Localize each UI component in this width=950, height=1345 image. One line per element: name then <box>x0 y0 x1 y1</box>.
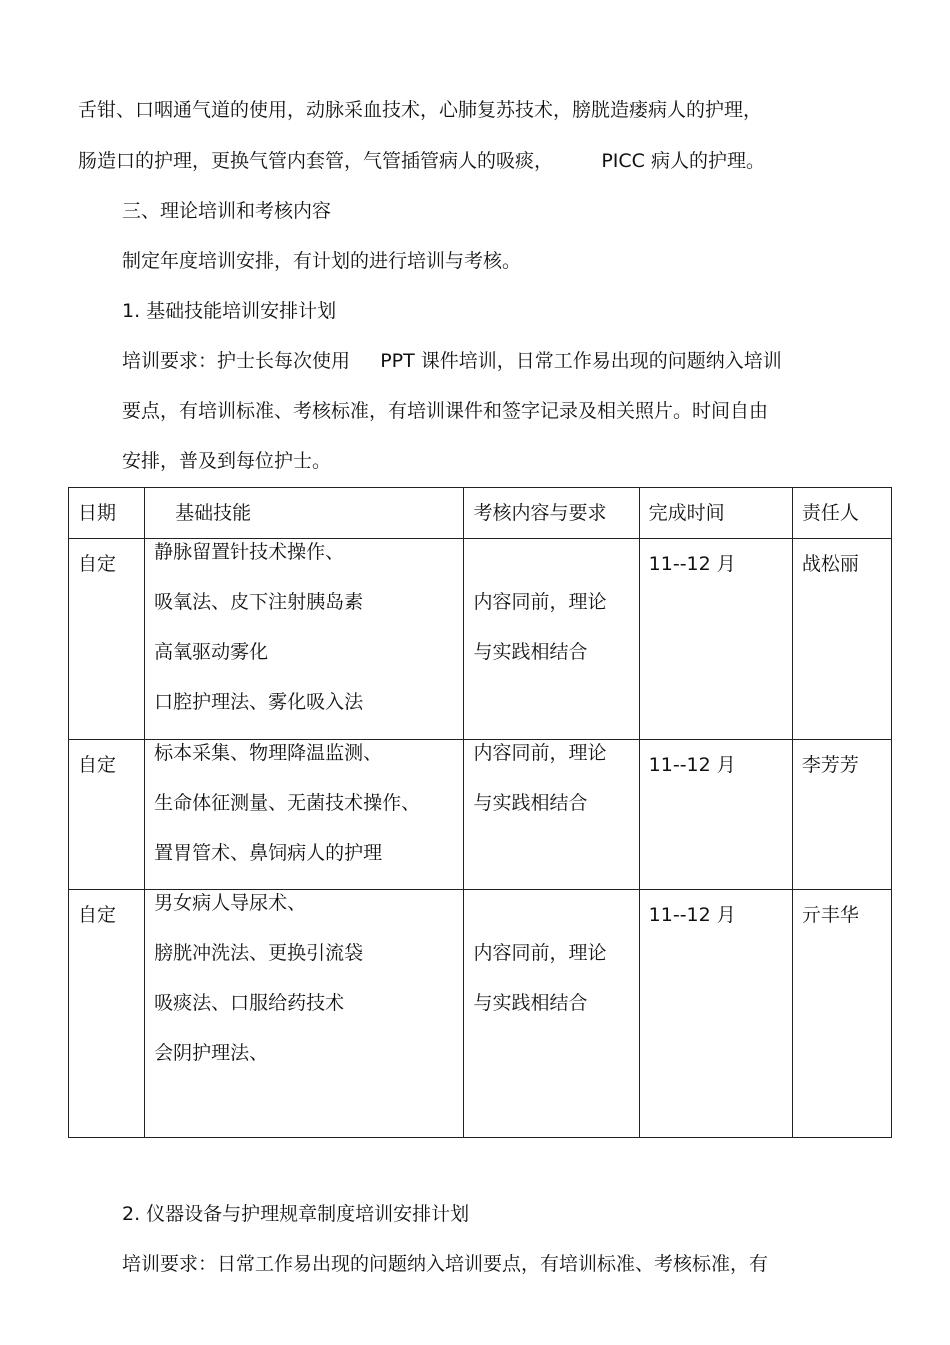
paragraph-line: 培训要求：护士长每次使用 PPT 课件培训，日常工作易出现的问题纳入培训 <box>122 350 782 372</box>
header-completion-time: 完成时间 <box>639 488 792 539</box>
skill-item: 口腔护理法、雾化吸入法 <box>154 691 364 713</box>
cell-skills <box>145 740 464 890</box>
cell-responsible: 亓丰华 <box>792 890 891 1138</box>
skill-item: 会阴护理法、 <box>154 1042 269 1064</box>
requirement-line: 内容同前，理论 <box>473 942 607 964</box>
subsection-heading: 2. 仪器设备与护理规章制度培训安排计划 <box>122 1203 470 1225</box>
header-skills: 基础技能 <box>145 488 464 539</box>
requirement-line: 与实践相结合 <box>473 641 588 663</box>
table-row <box>69 890 892 1138</box>
skill-item: 膀胱冲洗法、更换引流袋 <box>154 942 364 964</box>
header-date: 日期 <box>69 488 145 539</box>
section-heading: 三、理论培训和考核内容 <box>122 200 332 222</box>
cell-date: 自定 <box>69 890 145 1138</box>
cell-requirements <box>464 539 639 740</box>
skill-item: 高氧驱动雾化 <box>154 641 269 663</box>
table-row <box>69 740 892 890</box>
requirement-line: 内容同前，理论 <box>473 591 607 613</box>
paragraph-line: 培训要求：日常工作易出现的问题纳入培训要点，有培训标准、考核标准，有 <box>122 1253 769 1275</box>
skill-item: 吸氧法、皮下注射胰岛素 <box>154 591 364 613</box>
cell-completion-time: 11--12 月 <box>639 890 792 1138</box>
cell-skills <box>145 539 464 740</box>
skill-item: 静脉留置针技术操作、 <box>154 541 345 563</box>
cell-responsible: 李芳芳 <box>792 740 891 890</box>
paragraph-line: 安排，普及到每位护士。 <box>122 450 332 472</box>
skill-item: 生命体征测量、无菌技术操作、 <box>154 792 421 814</box>
cell-skills <box>145 890 464 1138</box>
paragraph-line: 要点，有培训标准、考核标准，有培训课件和签字记录及相关照片。时间自由 <box>122 400 769 422</box>
header-responsible: 责任人 <box>792 488 891 539</box>
skill-item: 标本采集、物理降温监测、 <box>154 742 383 764</box>
requirement-line: 与实践相结合 <box>473 792 588 814</box>
paragraph-line: 舌钳、口咽通气道的使用，动脉采血技术，心肺复苏技术，膀胱造瘘病人的护理， <box>78 99 763 121</box>
header-requirements: 考核内容与要求 <box>464 488 639 539</box>
cell-completion-time: 11--12 月 <box>639 539 792 740</box>
cell-date: 自定 <box>69 740 145 890</box>
requirement-line: 与实践相结合 <box>473 992 588 1014</box>
training-schedule-table <box>68 487 892 1138</box>
cell-date: 自定 <box>69 539 145 740</box>
cell-requirements <box>464 890 639 1138</box>
requirement-line: 内容同前，理论 <box>473 742 607 764</box>
paragraph-line: 肠造口的护理，更换气管内套管，气管插管病人的吸痰， PICC 病人的护理。 <box>78 150 765 172</box>
skill-item: 吸痰法、口服给药技术 <box>154 992 345 1014</box>
skill-item: 置胃管术、鼻饲病人的护理 <box>154 842 383 864</box>
cell-responsible: 战松丽 <box>792 539 891 740</box>
cell-requirements <box>464 740 639 890</box>
subsection-heading: 1. 基础技能培训安排计划 <box>122 300 337 322</box>
paragraph-line: 制定年度培训安排，有计划的进行培训与考核。 <box>122 250 522 272</box>
cell-completion-time: 11--12 月 <box>639 740 792 890</box>
table-row <box>69 539 892 740</box>
skill-item: 男女病人导尿术、 <box>154 892 307 914</box>
